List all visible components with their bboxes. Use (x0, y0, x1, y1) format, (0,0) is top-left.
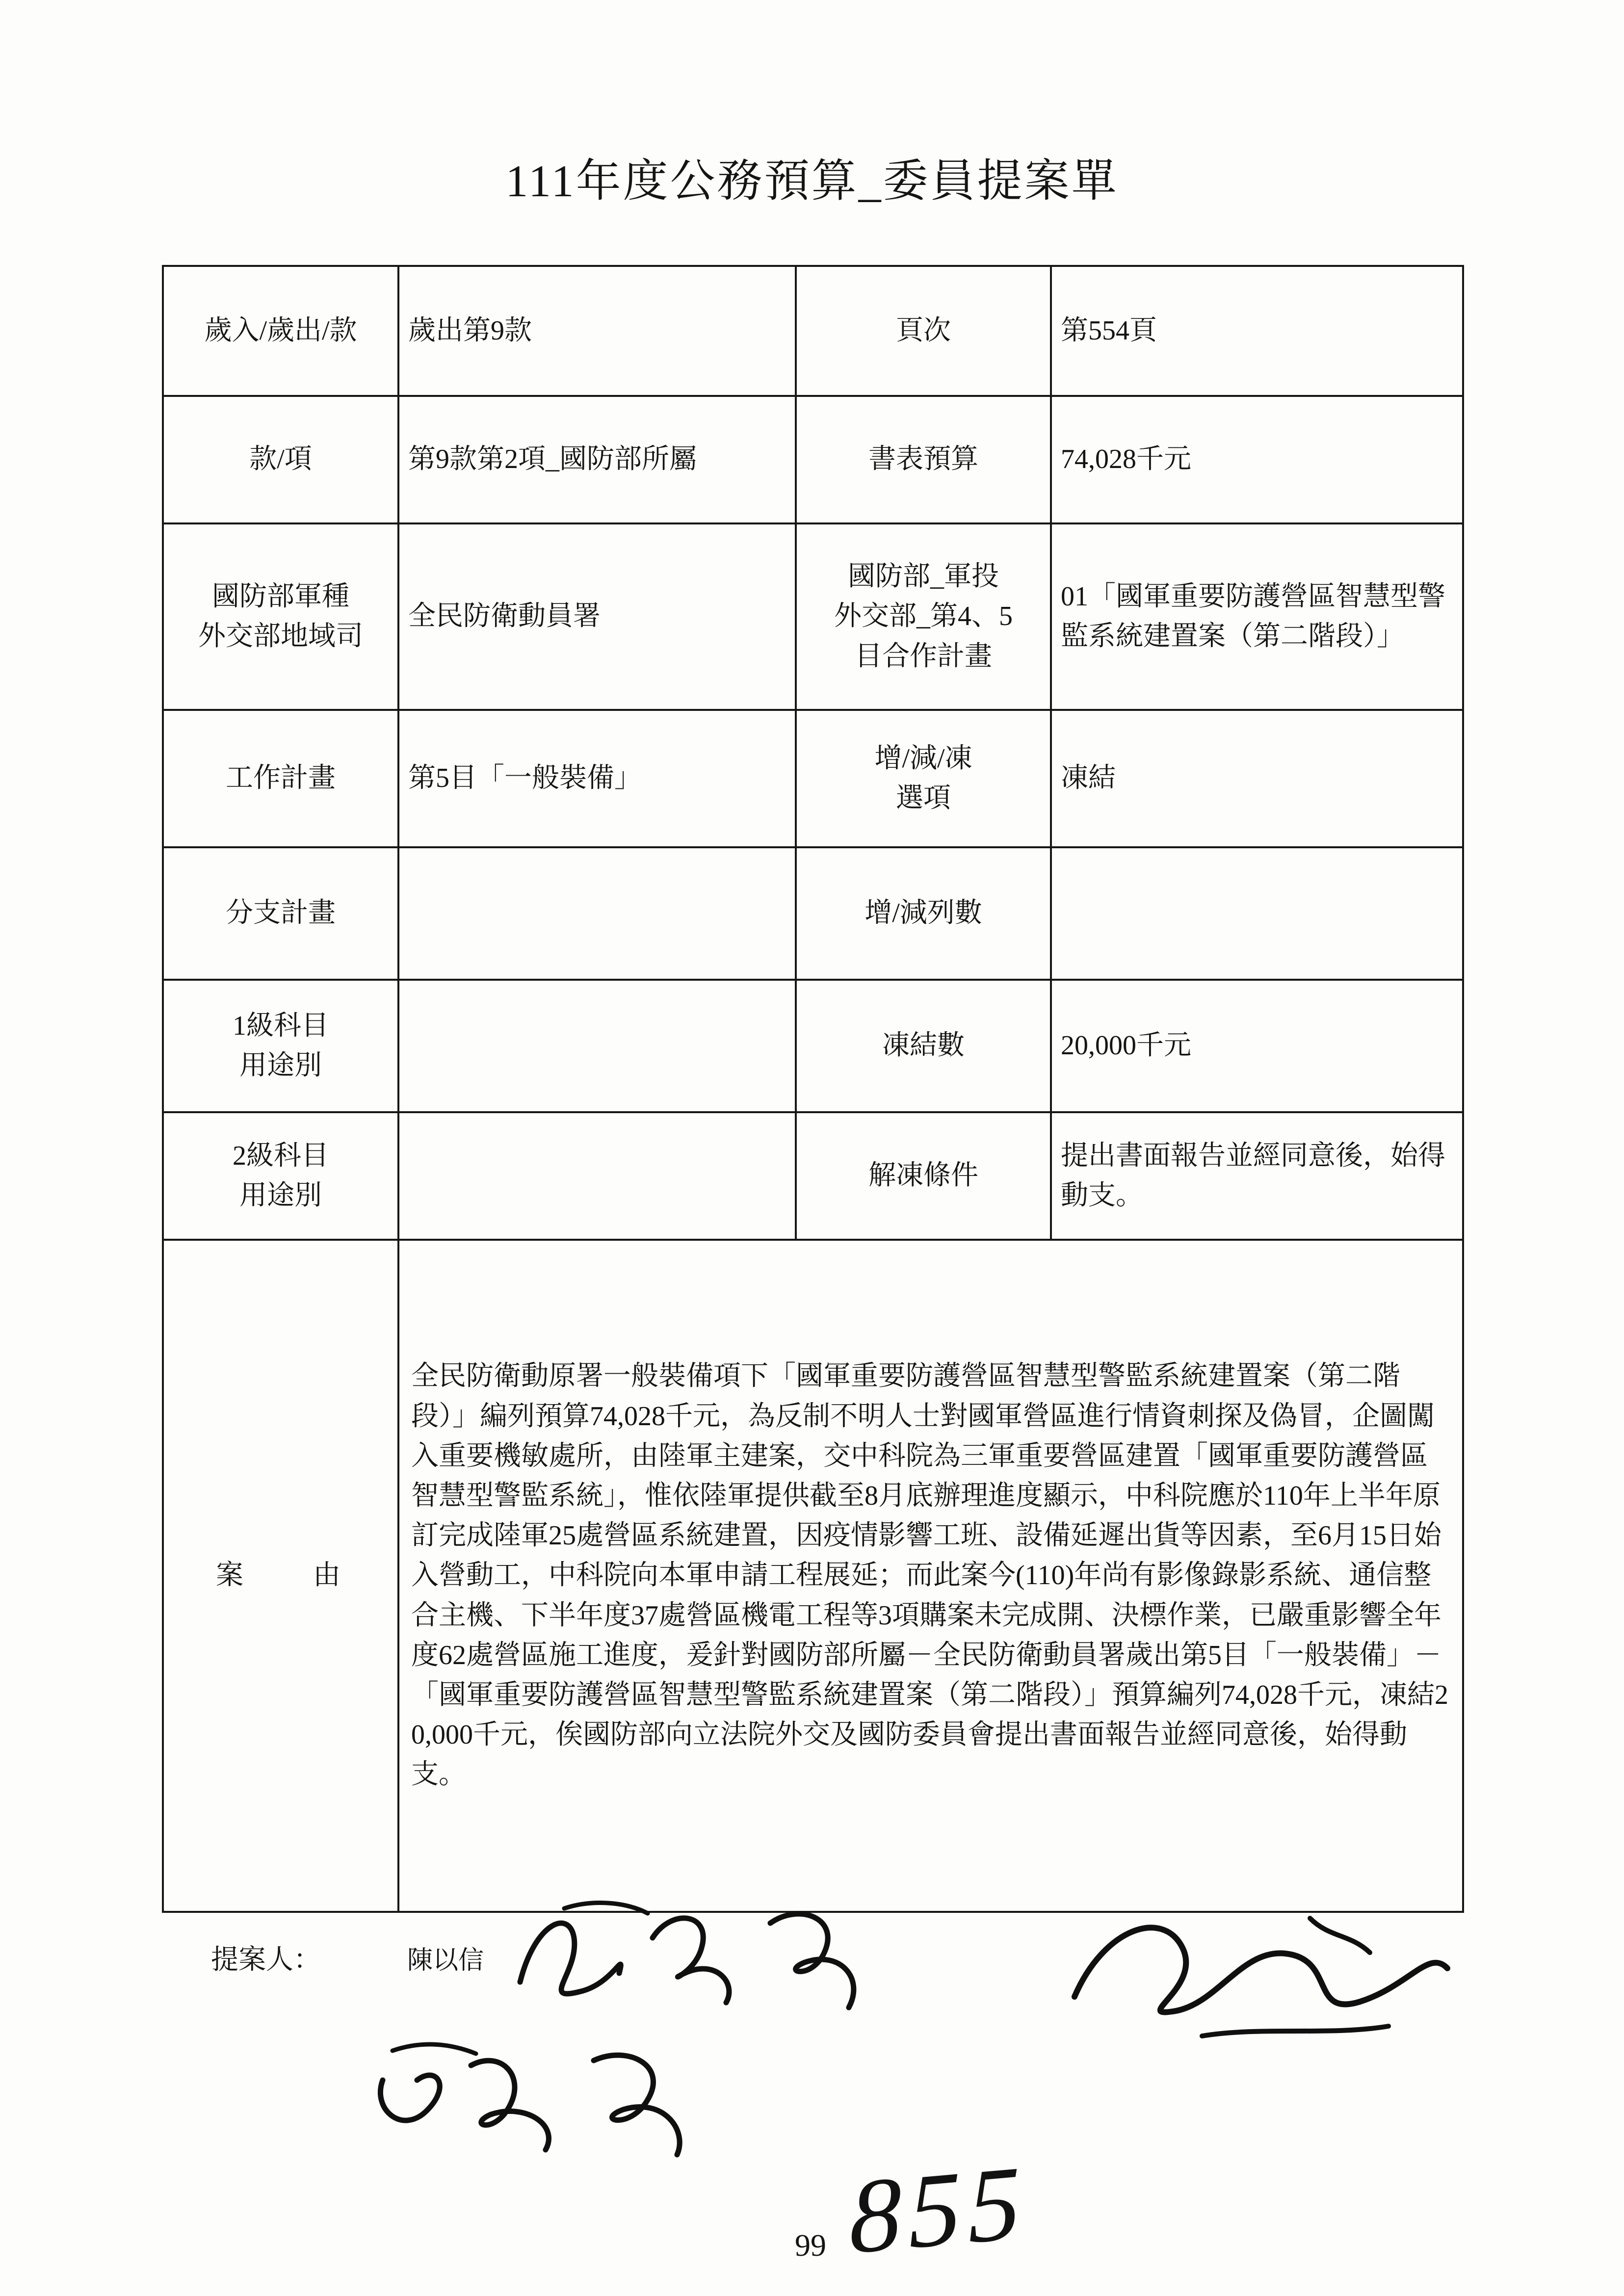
value-adjust-option: 凍結 (1051, 710, 1463, 847)
label-cooperation-plan: 國防部_軍投 外交部_第4、5 目合作計畫 (796, 523, 1051, 710)
document-title: 111年度公務預算_委員提案單 (505, 156, 1119, 206)
label-adjust-amount: 增/減列數 (796, 847, 1051, 980)
table-row (163, 523, 1463, 710)
table-row (163, 1112, 1463, 1240)
value-branch-plan (398, 847, 796, 980)
value-work-plan: 第5目「一般裝備」 (398, 710, 796, 847)
table-row-case-reason (163, 1240, 1463, 1912)
value-book-budget: 74,028千元 (1051, 396, 1463, 523)
handwritten-page-number: 855 (848, 2142, 1028, 2276)
value-expenditure-item: 歲出第9款 (398, 266, 796, 396)
value-level2-subject (398, 1112, 796, 1240)
value-level1-subject (398, 980, 796, 1112)
signature-proposer-3 (363, 2021, 707, 2178)
signature-proposer-2 (1055, 1889, 1467, 2065)
label-level2-subject: 2級科目 用途別 (163, 1112, 398, 1240)
label-adjust-option: 增/減/凍 選項 (796, 710, 1051, 847)
label-item-section: 款/項 (163, 396, 398, 523)
value-case-reason: 全民防衛動原署一般裝備項下「國軍重要防護營區智慧型警監系統建置案（第二階段）」編列預算74,028千元，為反制不明人士對國軍營區進行情資刺探及偽冒，企圖闖入重要機敏處所，由陸軍主建案，交中科院為三軍重要營區建置「國軍重要防護營區智慧型警監系統」，惟依陸軍提供截至8月底辦理進度顯示，中科院應於110年上半年原訂完成陸軍25處營區系統建置，因疫情影響工班、設備延遲出貨等因素，至6月15日始入營動工，中科院向本軍申請工程展延；而此案今(110)年尚有影像錄影系統、通信整合主機、下半年度37處營區機電工程等3項購案未完成開、決標作業，已嚴重影響全年度62處營區施工進度，爰針對國防部所屬－全民防衛動員署歲出第5目「一般裝備」－「國軍重要防護營區智慧型警監系統建置案（第二階段）」預算編列74,028千元，凍結20,000千元，俟國防部向立法院外交及國防委員會提出書面報告並經同意後，始得動支。 (398, 1240, 1463, 1912)
table-row (163, 710, 1463, 847)
label-agency: 國防部軍種 外交部地域司 (163, 523, 398, 710)
value-agency: 全民防衛動員署 (398, 523, 796, 710)
page-number: 99 (795, 2228, 826, 2263)
value-item-section: 第9款第2項_國防部所屬 (398, 396, 796, 523)
budget-proposal-table (162, 265, 1464, 1913)
label-frozen-amount: 凍結數 (796, 980, 1051, 1112)
label-book-budget: 書表預算 (796, 396, 1051, 523)
proposer-label: 提案人： (211, 1945, 321, 1975)
label-page-index: 頁次 (796, 266, 1051, 396)
table-row (163, 847, 1463, 980)
table-row (163, 396, 1463, 523)
table-row (163, 266, 1463, 396)
value-cooperation-plan: 01「國軍重要防護營區智慧型警監系統建置案（第二階段）」 (1051, 523, 1463, 710)
label-work-plan: 工作計畫 (163, 710, 398, 847)
signature-proposer-1 (505, 1879, 878, 2036)
label-case-reason: 案 由 (163, 1240, 398, 1912)
value-page-index: 第554頁 (1051, 266, 1463, 396)
label-unfreeze-condition: 解凍條件 (796, 1112, 1051, 1240)
proposer-typed-name: 陳以信 (407, 1947, 484, 1975)
label-expenditure-item: 歲入/歲出/款 (163, 266, 398, 396)
label-branch-plan: 分支計畫 (163, 847, 398, 980)
label-level1-subject: 1級科目 用途別 (163, 980, 398, 1112)
value-unfreeze-condition: 提出書面報告並經同意後，始得動支。 (1051, 1112, 1463, 1240)
value-adjust-amount (1051, 847, 1463, 980)
value-frozen-amount: 20,000千元 (1051, 980, 1463, 1112)
table-row (163, 980, 1463, 1112)
